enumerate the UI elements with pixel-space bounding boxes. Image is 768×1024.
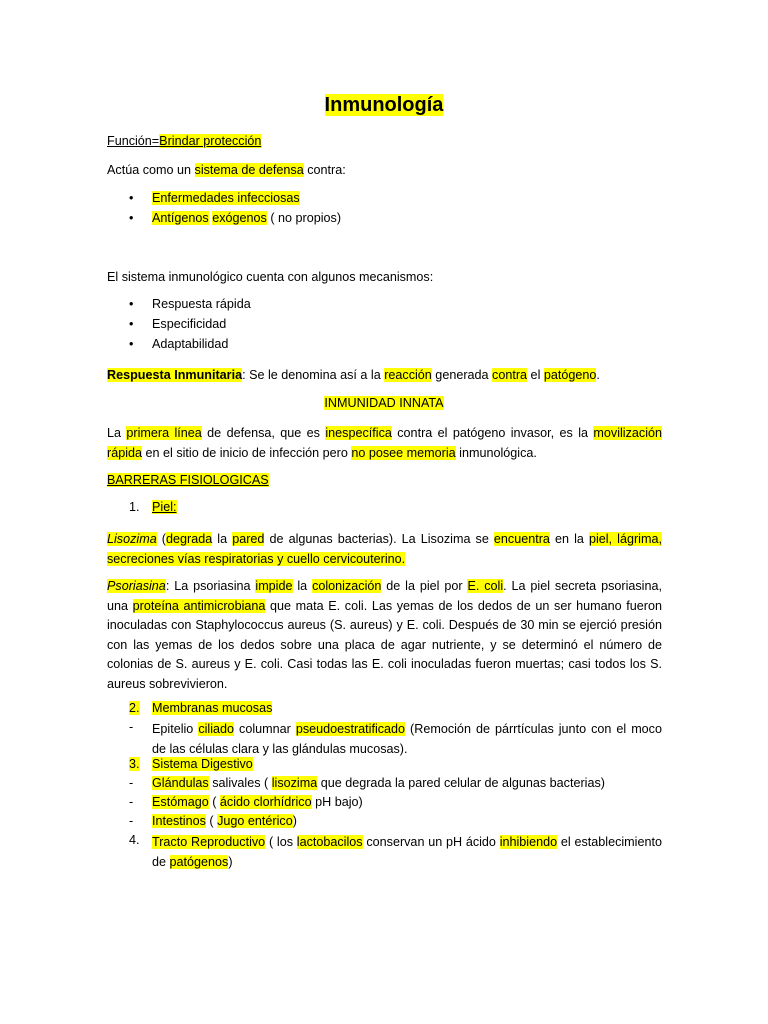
barreras-heading: BARRERAS FISIOLOGICAS (107, 473, 269, 487)
bullet-antigenos: Antígenos exógenos ( no propios) (152, 211, 342, 225)
list-dash: - (129, 720, 134, 734)
list-number: 4. (129, 833, 140, 847)
mecanismo-item: Respuesta rápida (152, 297, 251, 311)
piel-heading: Piel: (152, 500, 177, 514)
mecanismo-item: Especificidad (152, 317, 227, 331)
estomago-item: Estómago ( ácido clorhídrico pH bajo) (152, 795, 363, 809)
bullet-dot: • (129, 191, 134, 205)
innata-paragraph: La primera línea de defensa, que es inespecífica contra el patógeno invasor, es la movilización rápida en el sitio de inicio de infección pero no posee memoria inmunológica. (107, 426, 662, 460)
bullet-dot: • (129, 317, 134, 331)
page-title: Inmunología (324, 94, 444, 116)
bullet-dot: • (129, 337, 134, 351)
respuesta-line: Respuesta Inmunitaria: Se le denomina así a la reacción generada contra el patógeno. (107, 368, 600, 382)
bullet-enfermedades: Enfermedades infecciosas (152, 191, 300, 205)
actua-line: Actúa como un sistema de defensa contra: (107, 163, 346, 177)
digestivo-heading: Sistema Digestivo (152, 757, 253, 771)
mecanismos-intro: El sistema inmunológico cuenta con algunos mecanismos: (107, 270, 434, 284)
intestinos-item: Intestinos ( Jugo entérico) (152, 814, 297, 828)
list-number: 2. (129, 701, 140, 715)
list-dash: - (129, 814, 134, 828)
list-dash: - (129, 795, 134, 809)
funcion-line: Función=Brindar protección (107, 134, 262, 148)
mecanismo-item: Adaptabilidad (152, 337, 229, 351)
lisozima-paragraph: Lisozima (degrada la pared de algunas bacterias). La Lisozima se encuentra en la piel, lágrima, secreciones vías respiratorias y cuello cervicouterino. (107, 532, 662, 566)
bullet-dot: • (129, 211, 134, 225)
psoriasina-paragraph: Psoriasina: La psoriasina impide la colonización de la piel por E. coli. La piel secreta psoriasina, una proteína antimicrobiana que mata E. coli. Las yemas de los dedos de un ser humano fueron inoculadas con Staphylococcus aureus (S. aureus) y E. coli. Después de 30 min se ejerció presión con las yemas de los dedos sobre una placa de agar nutriente, y se determinó el número de colonias de S. aureus y E. coli. Casi todas las E. coli inoculadas fueron muertas; casi todos los S. aureus sobrevivieron. (107, 579, 662, 691)
list-number: 1. (129, 500, 140, 514)
reproductivo-item: Tracto Reproductivo ( los lactobacilos conservan un pH ácido inhibiendo el establecimiento de patógenos) (152, 835, 662, 869)
innata-heading: INMUNIDAD INNATA (324, 396, 444, 410)
glandulas-item: Glándulas salivales ( lisozima que degrada la pared celular de algunas bacterias) (152, 776, 605, 790)
membranas-heading: Membranas mucosas (152, 701, 273, 715)
list-number: 3. (129, 757, 140, 771)
bullet-dot: • (129, 297, 134, 311)
epitelio-item: Epitelio ciliado columnar pseudoestratificado (Remoción de párrtículas junto con el moco de las células clara y las glándulas mucosas). (152, 722, 662, 756)
list-dash: - (129, 776, 134, 790)
